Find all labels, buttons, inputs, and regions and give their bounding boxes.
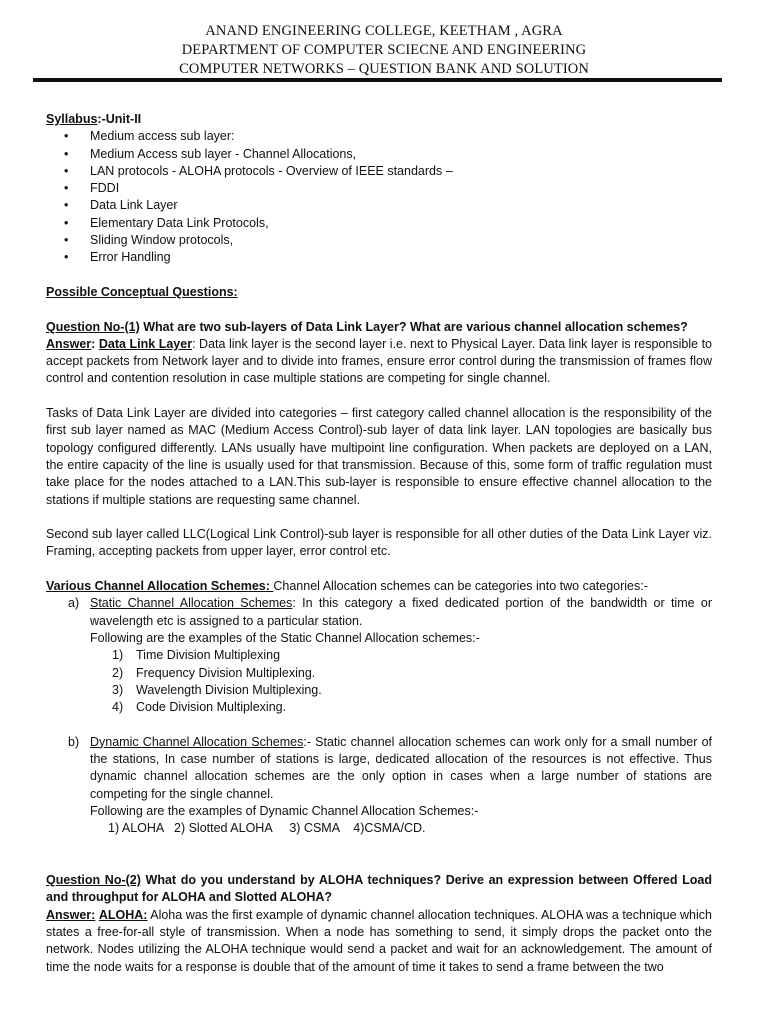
spacer (46, 509, 712, 526)
schemes-label: Various Channel Allocation Schemes: (46, 579, 274, 594)
syllabus-heading (46, 111, 712, 128)
document-header (0, 22, 768, 79)
question-1 (46, 319, 712, 336)
spacer (46, 716, 712, 733)
static-example-item (46, 699, 712, 716)
syllabus-item: • Sliding Window protocols, (46, 232, 712, 249)
document-title: COMPUTER NETWORKS – QUESTION BANK AND SOLUTION (179, 61, 589, 77)
answer-1-para-2: Tasks of Data Link Layer are divided into categories – first category called channel allocation is the responsibility of the first sub layer named as MAC (Medium Access Control)-sub layer of data link layer. LAN topologies are basically bus topology configured differently. LANs usually have multipoint line configuration. When packets are deployed on a LAN, the entire capacity of the line is usually used for that transmission. Because of this, some form of traffic regulation must take place for the nodes attached to a LAN.This sub-layer is responsible to ensure effective channel allocation to the stations if multiple stations are requesting same channel. (46, 406, 712, 507)
dynamic-schemes-text: :- Static channel allocation schemes can work only for a small number of the stations, In case number of stations is large, dedicated allocation of the resources is not effective. Thus dynamic channel allocation schemes are the only option in cases when a large number of stations are competing for the single channel. (90, 734, 713, 801)
spacer (46, 301, 712, 318)
question-2-text: What do you understand by ALOHA techniques? Derive an expression between Offered Load and throughput for ALOHA and Slotted ALOHA? (46, 873, 712, 905)
static-examples-intro: Following are the examples of the Static Channel Allocation schemes:- (90, 630, 480, 645)
schemes-text: Channel Allocation schemes can be categories into two categories:- (273, 579, 648, 594)
syllabus-item: • LAN protocols - ALOHA protocols - Overview of IEEE standards – (46, 163, 712, 180)
answer-colon: : (91, 336, 99, 351)
question-1-label: Question No-(1) (46, 319, 140, 334)
static-example-item (46, 647, 712, 664)
list-marker: b) (68, 734, 80, 749)
schemes-intro (46, 578, 712, 595)
dynamic-schemes-title: Dynamic Channel Allocation Schemes (90, 734, 304, 749)
answer-1-para-1 (46, 336, 712, 388)
question-2 (46, 872, 712, 907)
spacer (46, 388, 712, 405)
syllabus-item: • Medium Access sub layer - Channel Allocations, (46, 146, 712, 163)
dynamic-examples-intro: Following are the examples of Dynamic Channel Allocation Schemes:- (90, 803, 479, 818)
question-1-text: What are two sub-layers of Data Link Layer? What are various channel allocation schemes? (139, 319, 688, 334)
static-schemes-title: Static Channel Allocation Schemes (90, 596, 293, 611)
static-example-item (46, 682, 712, 699)
syllabus-item: • Medium access sub layer: (46, 128, 712, 145)
list-marker: 2) (112, 665, 124, 680)
syllabus-label: Syllabus (46, 112, 98, 126)
static-example-text: Time Division Multiplexing (136, 648, 281, 663)
static-example-text: Wavelength Division Multiplexing. (136, 682, 322, 697)
syllabus-unit: :-Unit-II (97, 112, 142, 126)
answer-label: Answer (46, 336, 92, 351)
spacer (46, 561, 712, 578)
list-marker: 1) (112, 648, 124, 663)
answer-2-text: Aloha was the first example of dynamic channel allocation techniques. ALOHA was a technique which states a free-for-all style of transmission. When a node has something to send, it simply drops the packet onto the network. Nodes utilizing the ALOHA technique would send a packet and wait for an acknowledgement. The amount of time the node waits for a response is double that of the amount of time it takes to send a frame between the two (46, 907, 712, 974)
term-aloha: ALOHA: (98, 907, 148, 922)
term-data-link-layer: Data Link Layer (98, 336, 193, 351)
syllabus-list (46, 128, 712, 266)
spacer (46, 267, 712, 284)
department-name: DEPARTMENT OF COMPUTER SCIECNE AND ENGINEERING (181, 42, 587, 58)
syllabus-item: • FDDI (46, 180, 712, 197)
static-example-text: Frequency Division Multiplexing. (136, 665, 316, 680)
static-example-text: Code Division Multiplexing. (136, 700, 287, 715)
static-schemes-text: : In this category a fixed dedicated portion of the bandwidth or time or wavelength etc is assigned to a particular station. (90, 596, 712, 628)
answer-1-para-3: Second sub layer called LLC(Logical Link Control)-sub layer is responsible for all other duties of the Data Link Layer viz. Framing, accepting packets from upper layer, error control etc. (46, 527, 712, 559)
static-example-item (46, 665, 712, 682)
question-2-label: Question No-(2) (46, 873, 141, 888)
list-marker: 4) (112, 700, 124, 715)
dynamic-examples-line: 1) ALOHA 2) Slotted ALOHA 3) CSMA 4)CSMA/CD. (108, 821, 426, 836)
spacer (46, 855, 712, 872)
static-schemes-item (46, 595, 712, 630)
document-body (46, 111, 712, 976)
college-name: ANAND ENGINEERING COLLEGE, KEETHAM , AGRA (205, 23, 563, 39)
list-marker: a) (68, 596, 80, 611)
answer-2-para-1 (46, 907, 712, 976)
answer-1-text: : Data link layer is the second layer i.e. next to Physical Layer. Data link layer is responsible to accept packets from Network layer and to divide into frames, ensure error control during the transmission of frames flow control and contention resolution in case multiple stations are competing for single channel. (46, 336, 713, 386)
header-rule (33, 78, 722, 82)
syllabus-item: • Error Handling (46, 249, 712, 266)
section-title: Possible Conceptual Questions: (46, 284, 238, 299)
spacer (46, 837, 712, 854)
list-marker: 3) (112, 682, 124, 697)
dynamic-schemes-item (46, 734, 712, 803)
answer-label: Answer: (46, 907, 96, 922)
syllabus-item: • Data Link Layer (46, 197, 712, 214)
syllabus-item: • Elementary Data Link Protocols, (46, 215, 712, 232)
